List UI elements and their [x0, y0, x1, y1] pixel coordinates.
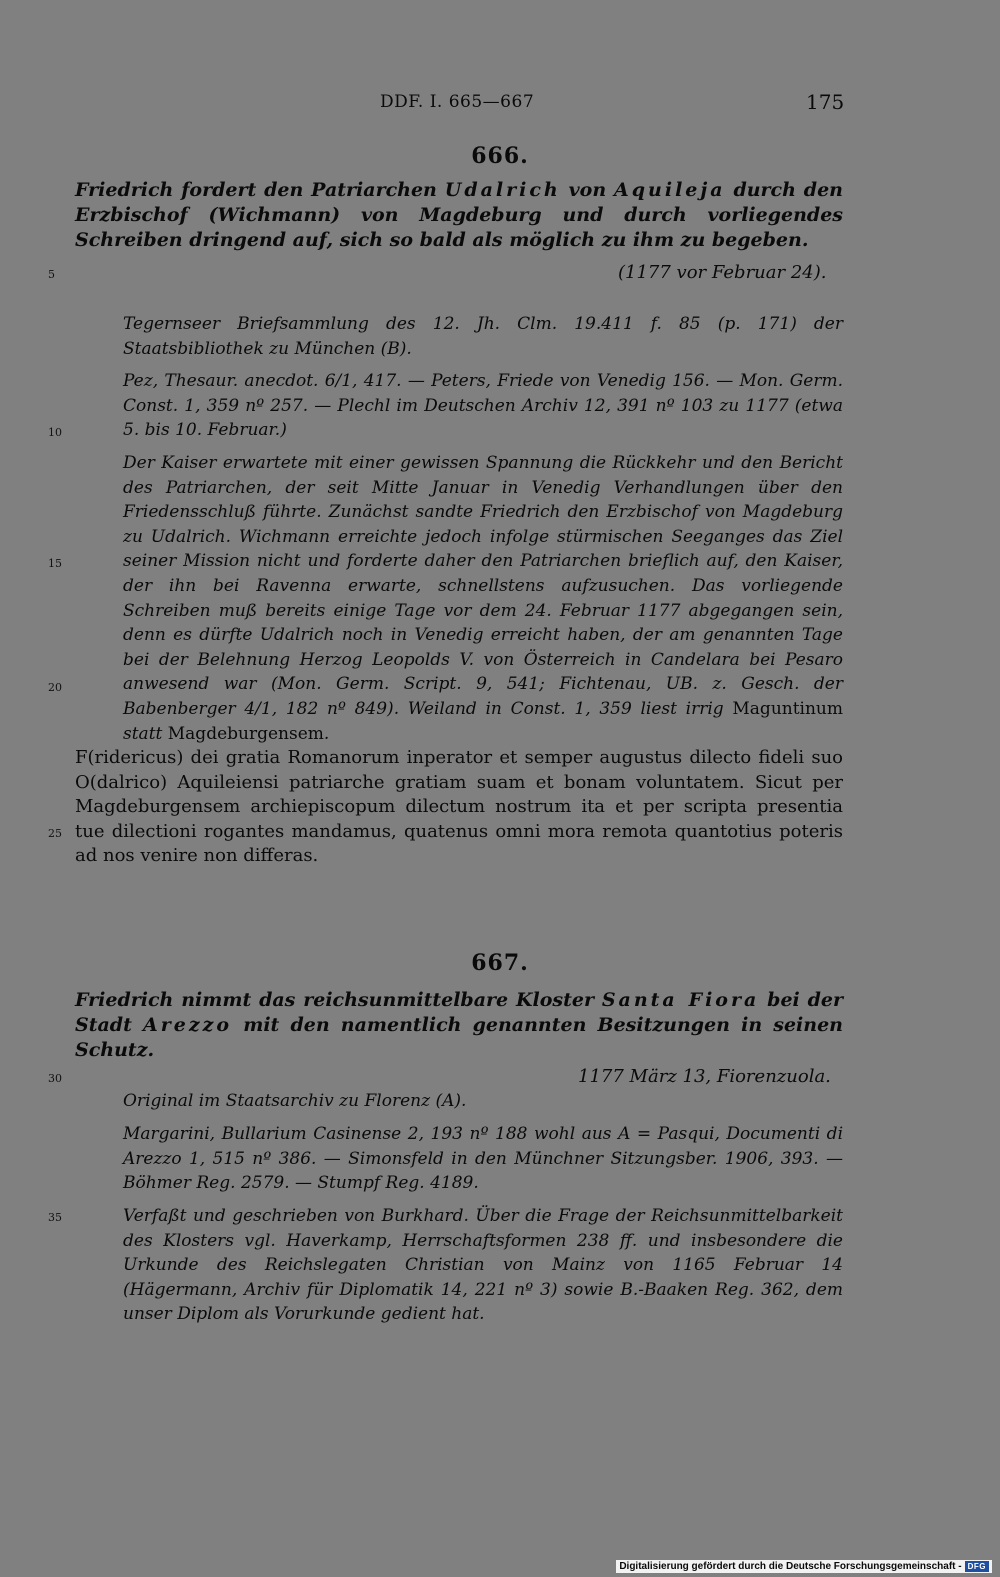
- commentary-text: .: [323, 723, 330, 744]
- commentary-quoted-word: Maguntinum: [732, 698, 843, 719]
- line-number: 35: [48, 1211, 62, 1224]
- regest-name: Udalrich: [444, 179, 561, 201]
- editions-667: Margarini, Bullarium Casinense 2, 193 nº 188 wohl aus A = Pasqui, Documenti di Arezzo 1, 515 nº 386. — Simonsfeld in den Münchner Sitzungsber. 1906, 393. — Böhmer Reg. 2579. — Stumpf Reg. 4189.: [123, 1124, 843, 1194]
- charter-text-666: F(ridericus) dei gratia Romanorum inperator et semper augustus dilecto fideli suo O(dalrico) Aquileiensi patriarche gratiam suam et bonam voluntatem. Sicut per Magdeburgensem archiepiscopum dilectum nostrum ita et per scripta presentia tue dilectioni rogantes mandamus, quatenus omni mora remota quantotius poteris ad nos venire non differas.: [75, 747, 843, 867]
- regest-place: Arezzo: [143, 1014, 233, 1036]
- regest-text: mit den namentlich genannten Besitzungen in seinen Schutz.: [75, 1014, 843, 1061]
- commentary-666: [123, 451, 843, 746]
- commentary-text: statt: [123, 723, 168, 744]
- commentary-667: Verfaßt und geschrieben von Burkhard. Über die Frage der Reichsunmittelbarkeit des Klosters vgl. Haverkamp, Herrschaftsformen 238 ff. und insbesondere die Urkunde des Reichslegaten Christian von Mainz von 1165 Februar 14 (Hägermann, Archiv für Diplomatik 14, 221 nº 3) sowie B.-Baaken Reg. 362, dem unser Diplom als Vorurkunde gedient hat.: [123, 1206, 843, 1325]
- line-number: 30: [48, 1072, 62, 1085]
- line-number: 20: [48, 681, 62, 694]
- regest-666: [75, 178, 843, 253]
- commentary-quoted-word: Magdeburgensem: [167, 723, 324, 744]
- line-number: 25: [48, 827, 62, 840]
- dfg-logo: DFG: [965, 1561, 989, 1572]
- commentary-text: Der Kaiser erwartete mit einer gewissen Spannung die Rückkehr und den Bericht des Patriarchen, der seit Mitte Januar in Venedig Verhandlungen über den Friedensschluß führte. Zunächst sandte Friedrich den Erzbischof von Magdeburg zu Udalrich. Wichmann erreichte jedoch infolge stürmischen Seeganges das Ziel seiner Mission nicht und forderte daher den Patriarchen brieflich auf, den Kaiser, der ihn bei Ravenna erwarte, schnellstens aufzusuchen. Das vorliegende Schreiben muß bereits einige Tage vor dem 24. Februar 1177 abgegangen sein, denn es dürfte Udalrich noch in Venedig erreicht haben, der am genannten Tage bei der Belehnung Herzog Leopolds V. von Österreich in Candelara bei Pesaro anwesend war (Mon. Germ. Script. 9, 541; Fichtenau, UB. z. Gesch. der Babenberger 4/1, 182 nº 849). Weiland in Const. 1, 359 liest irrig: [123, 453, 843, 719]
- dating-667: 1177 März 13, Fiorenzuola.: [578, 1066, 831, 1087]
- line-number: 15: [48, 557, 62, 570]
- regest-text: Friedrich nimmt das reichsunmittelbare Kloster: [75, 989, 602, 1011]
- footer-text: Digitalisierung gefördert durch die Deutsche Forschungsgemeinschaft -: [619, 1561, 962, 1572]
- regest-place: Aquileja: [614, 179, 726, 201]
- page-number: 175: [806, 90, 845, 114]
- regest-text: von: [560, 179, 615, 201]
- regest-text: durch den Erzbischof (Wichmann) von Magdeburg und durch vorliegendes Schreiben dringend auf, sich so bald als möglich zu ihm zu begeben.: [75, 179, 843, 251]
- document-number-666: 666.: [471, 143, 529, 169]
- document-number-667: 667.: [471, 950, 529, 976]
- running-head: DDF. I. 665—667: [380, 92, 535, 112]
- editions-666: Pez, Thesaur. anecdot. 6/1, 417. — Peters, Friede von Venedig 156. — Mon. Germ. Const. 1, 359 nº 257. — Plechl im Deutschen Archiv 12, 391 nº 103 zu 1177 (etwa 5. bis 10. Februar.): [123, 371, 843, 441]
- line-number: 10: [48, 426, 62, 439]
- digitization-footer: [616, 1560, 992, 1573]
- regest-text: bei der Stadt: [75, 989, 843, 1036]
- regest-667: [75, 988, 843, 1063]
- tradition-667: Original im Staatsarchiv zu Florenz (A).: [123, 1091, 467, 1111]
- regest-place: Santa Fiora: [601, 989, 760, 1011]
- dating-666: (1177 vor Februar 24).: [618, 262, 827, 283]
- regest-text: Friedrich fordert den Patriarchen: [75, 179, 445, 201]
- line-number: 5: [48, 268, 55, 281]
- tradition-666: Tegernseer Briefsammlung des 12. Jh. Clm. 19.411 f. 85 (p. 171) der Staatsbibliothek zu München (B).: [123, 314, 843, 359]
